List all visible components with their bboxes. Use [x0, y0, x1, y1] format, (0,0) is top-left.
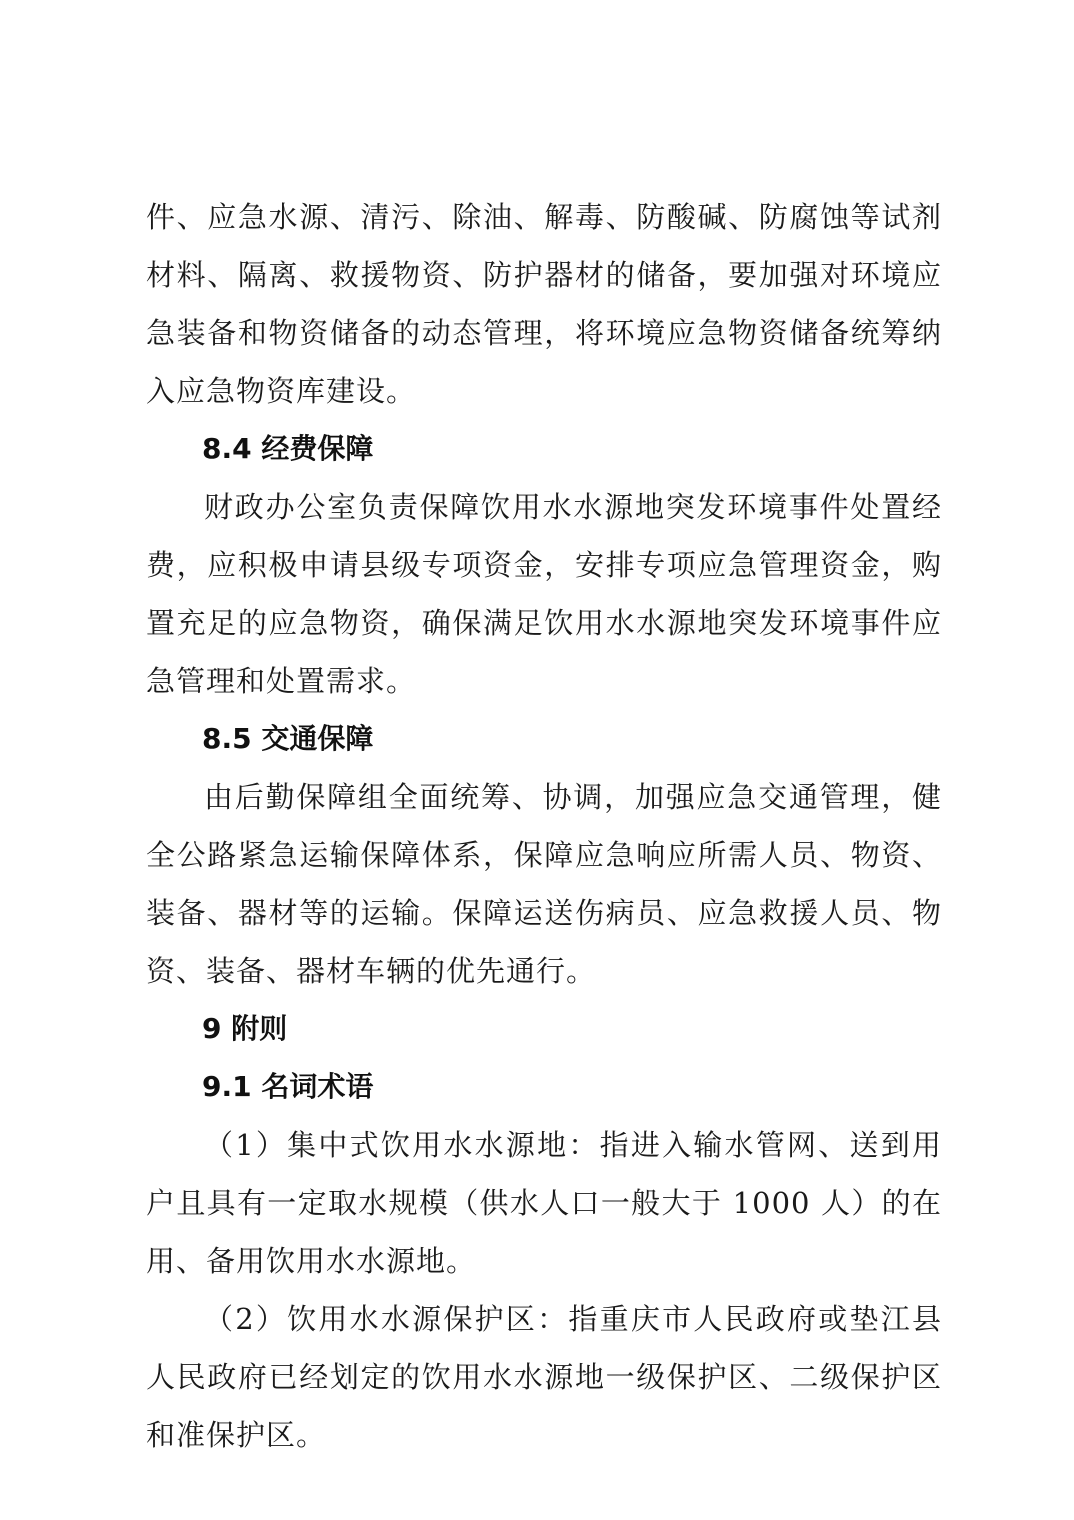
paragraph-term-1: （1）集中式饮用水水源地：指进入输水管网、送到用户且具有一定取水规模（供水人口一般大于 1000 人）的在用、备用饮用水水源地。	[146, 1128, 942, 1278]
paragraph-funding: 财政办公室负责保障饮用水水源地突发环境事件处置经费，应积极申请县级专项资金，安排专项应急管理资金，购置充足的应急物资，确保满足饮用水水源地突发环境事件应急管理和处置需求。	[146, 490, 942, 698]
heading-9: 9 附则	[202, 1012, 288, 1045]
document-body	[146, 188, 942, 1464]
paragraph-transport: 由后勤保障组全面统筹、协调，加强应急交通管理，健全公路紧急运输保障体系，保障应急响应所需人员、物资、装备、器材等的运输。保障运送伤病员、应急救援人员、物资、装备、器材车辆的优先通行。	[146, 780, 942, 988]
heading-8-5: 8.5 交通保障	[202, 722, 374, 755]
heading-9-1: 9.1 名词术语	[202, 1070, 374, 1103]
heading-8-4: 8.4 经费保障	[202, 432, 374, 465]
paragraph-materials-continued: 件、应急水源、清污、除油、解毒、防酸碱、防腐蚀等试剂材料、隔离、救援物资、防护器材的储备，要加强对环境应急装备和物资储备的动态管理，将环境应急物资储备统筹纳入应急物资库建设。	[146, 200, 942, 408]
paragraph-term-2: （2）饮用水水源保护区：指重庆市人民政府或垫江县人民政府已经划定的饮用水水源地一级保护区、二级保护区和准保护区。	[146, 1302, 942, 1452]
